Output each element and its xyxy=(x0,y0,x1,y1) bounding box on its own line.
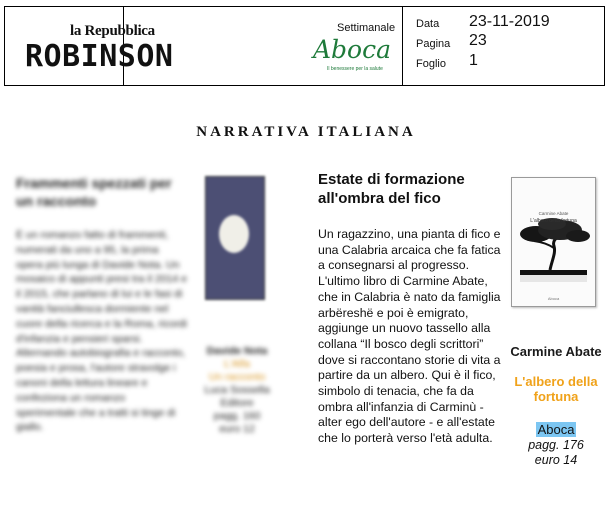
cover-egg-illustration xyxy=(219,215,249,253)
book-title: L'albero della fortuna xyxy=(514,374,598,404)
book-publisher: Aboca xyxy=(537,422,575,437)
date-value: 23-11-2019 xyxy=(469,13,550,30)
sheet-value: 1 xyxy=(469,52,478,69)
cover-author: Carmine Abate xyxy=(538,211,569,216)
book-author: Carmine Abate xyxy=(510,344,602,359)
sponsor-tagline: Il benessere per la salute xyxy=(327,66,383,72)
cover-publisher: Aboca xyxy=(547,296,560,301)
page-label: Pagina xyxy=(416,38,451,50)
left-article-body: È un romanzo fatto di frammenti, numerati da uno a 95, la prima opera più lunga di Davide Nota. Un mosaico di appunti presi tra il 2014 e il 2015, che parlano di lui e le fasi di vanità fanciullesca dormiente nel cuore della ricerca e la Roma, ricordi d'infanzia e pensieri sparsi. Alternando autobiografia e racconto, poesia e prosa, l'autore stravolge i canoni della lettura lineare e confeziona un romanzo sperimentale che a tratti si tinge di giallo. xyxy=(16,229,188,434)
left-book-subtitle: Un racconto xyxy=(208,371,266,383)
masthead-la-repubblica: la Repubblica xyxy=(70,23,155,39)
book-price: euro 14 xyxy=(534,453,578,467)
masthead-robinson: ROBINSON xyxy=(25,39,174,74)
page-value: 23 xyxy=(469,32,487,49)
date-label: Data xyxy=(416,18,440,30)
header-divider xyxy=(402,7,403,85)
clipping-header xyxy=(4,6,605,86)
left-book-title: L'Alfa xyxy=(224,358,250,370)
tree-illustration xyxy=(512,178,595,306)
left-book-cover xyxy=(205,176,265,300)
left-book-pages: pagg. 160 xyxy=(213,410,261,422)
article-title: Estate di formazione all'ombra del fico xyxy=(318,171,465,207)
left-book-publisher: Luca Sossella Editore xyxy=(204,384,270,409)
left-article-title: Frammenti spezzati per un racconto xyxy=(16,175,172,209)
left-book-price: euro 12 xyxy=(219,423,255,435)
book-pages: pagg. 176 xyxy=(528,438,584,452)
sponsor-logo: Aboca xyxy=(313,35,392,64)
book-publisher-wrap xyxy=(506,422,606,437)
left-book-author: Davide Nota xyxy=(206,345,268,357)
left-book-credits xyxy=(200,345,274,436)
book-pages-price xyxy=(506,438,606,468)
section-heading: NARRATIVA ITALIANA xyxy=(196,124,416,140)
sheet-label: Foglio xyxy=(416,58,446,70)
book-cover-image xyxy=(511,177,596,307)
publication-frequency: Settimanale xyxy=(337,22,396,34)
article-body: Un ragazzino, una pianta di fico e una Calabria arcaica che fa fatica a consegnarsi al progresso. L'ultimo libro di Carmine Abate, che in Calabria è nato da famiglia arbëreshë e poi è emigrato, aggiunge un nuovo tassello alla collana “Il bosco degli scrittori” dove si raccontano storie di vita a partire da un albero. Qui è il fico, simbolo di tenacia, che fa da ombra all'infanzia di Carminù - alter ego dell'autore - e all'estate che lo porterà verso l'età adulta. xyxy=(318,227,501,446)
cover-title: L'albero della fortuna xyxy=(530,218,577,224)
